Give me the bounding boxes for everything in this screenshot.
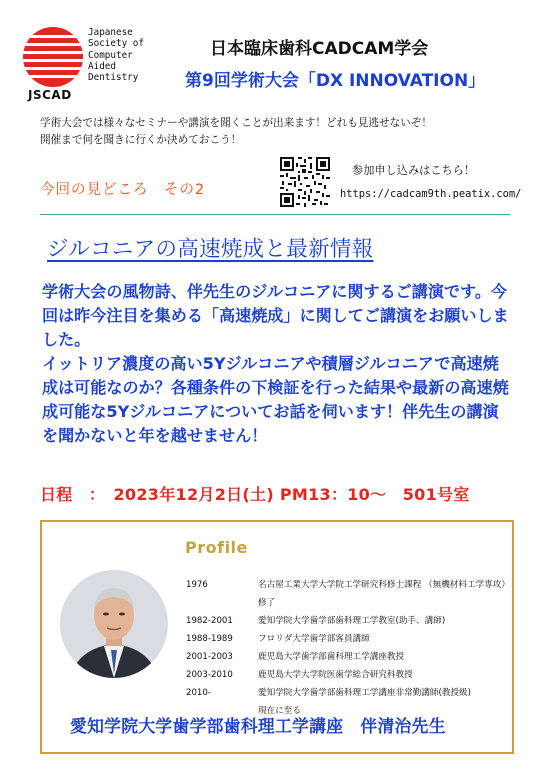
career-item: [186, 630, 510, 648]
intro-line: 開催まで何を聞きに行くか決めておこう！: [40, 134, 242, 146]
topic-title: ジルコニアの高速焼成と最新情報: [47, 237, 374, 262]
logo-abbreviation: JSCAD: [28, 88, 72, 102]
career-item-continuation: 現在に至る: [258, 706, 301, 716]
career-years: 1988-1989: [186, 634, 233, 644]
topic-paragraph: イットリア濃度の高い5Yジルコニアや積層ジルコニアで高速焼成は可能なのか？各種条件の下検証を行った結果や最新の高速焼成可能な5Yジルコニアについてお話を伺います！伴先生の講演を聞かないと年を越せません！: [42, 354, 509, 445]
topic-paragraph: 学術大会の風物詩、伴先生のジルコニアに関するご講演です。今回は昨今注目を集める「高速焼成」に関してご講演をお願いしました。: [42, 282, 509, 349]
career-years: 1976: [186, 580, 208, 590]
conference-title: 第9回学術大会「DX INNOVATION」: [185, 71, 486, 91]
section-divider: [40, 214, 510, 215]
career-desc: 愛知学院大学歯学部歯科理工学講座非常勤講師(教授級): [258, 688, 471, 698]
career-item: [186, 576, 510, 594]
qr-code-icon[interactable]: [280, 157, 330, 207]
organization-title: 日本臨床歯科CADCAM学会: [210, 39, 429, 59]
speaker-portrait: [60, 570, 168, 678]
intro-line: 学術大会では様々なセミナーや講演を聞くことが出来ます！どれも見逃せないぞ！: [40, 117, 432, 129]
career-desc: フロリダ大学歯学部客員講師: [258, 634, 370, 644]
career-years: 1982-2001: [186, 616, 233, 626]
career-desc: 名古屋工業大学大学院工学研究科修士課程 （無機材料工学専攻）: [258, 580, 510, 590]
application-url-link[interactable]: https://cadcam9th.peatix.com/: [340, 188, 522, 200]
career-years: 2010-: [186, 688, 211, 698]
career-list: [186, 576, 510, 720]
career-desc: 鹿児島大学歯学部歯科理工学講座教授: [258, 652, 405, 662]
jscad-logo-icon: [22, 26, 84, 88]
logo-english-name: [88, 27, 144, 83]
logo-line: Aided: [88, 60, 116, 72]
schedule-text: 日程 ： 2023年12月2日(土) PM13：10～ 501号室: [40, 485, 470, 504]
career-item: [186, 648, 510, 666]
profile-heading: Profile: [185, 538, 248, 557]
career-item-continuation: 修了: [258, 598, 276, 608]
career-item: [186, 612, 510, 630]
intro-text: [40, 115, 520, 149]
career-years: 2003-2010: [186, 670, 233, 680]
logo-line: Computer: [88, 49, 133, 61]
logo-line: Japanese: [88, 27, 133, 38]
career-desc: 愛知学院大学歯学部歯科理工学教室(助手、講師): [258, 616, 446, 626]
logo-line: Society of: [88, 38, 144, 50]
presenter-name: 愛知学院大学歯学部歯科理工学講座 伴清治先生: [70, 716, 446, 736]
career-item: [186, 666, 510, 684]
career-desc: 鹿児島大学大学院医歯学総合研究科教授: [258, 670, 413, 680]
application-label: 参加申し込みはこちら！: [352, 164, 476, 177]
topic-description: [42, 280, 512, 448]
career-years: 2001-2003: [186, 652, 233, 662]
career-item: [186, 684, 510, 702]
highlight-label: 今回の見どころ その2: [40, 182, 206, 198]
logo-line: Dentistry: [88, 72, 139, 84]
